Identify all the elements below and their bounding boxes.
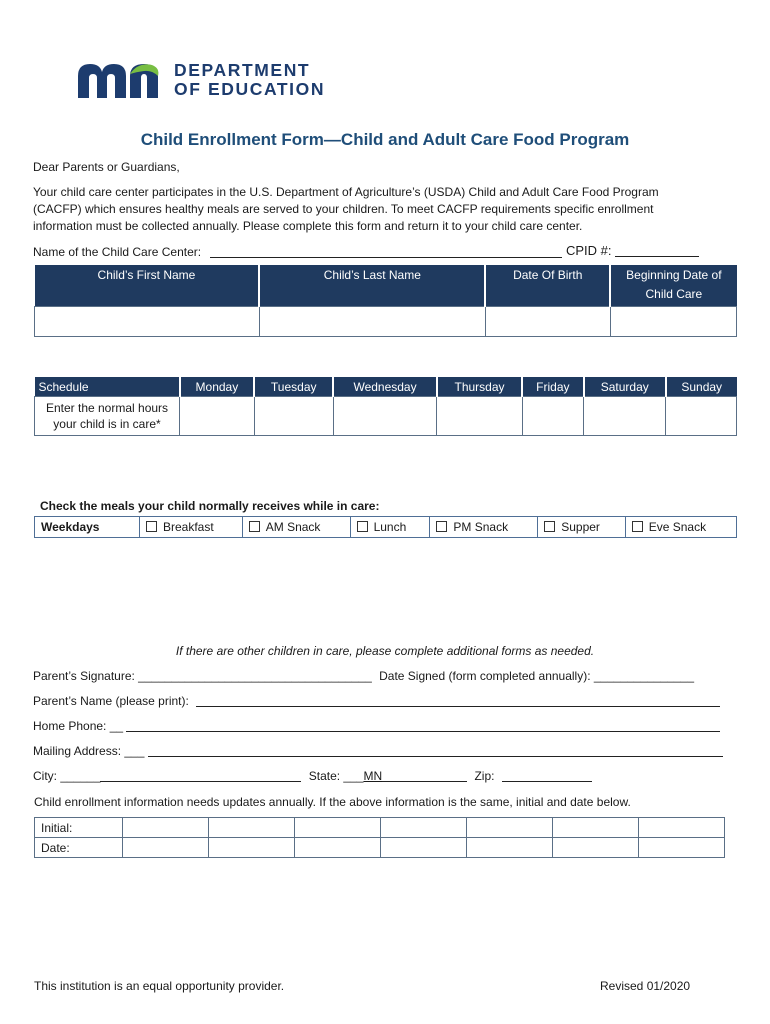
center-name-row bbox=[33, 244, 562, 260]
additional-forms-note: If there are other children in care, please complete additional forms as needed. bbox=[175, 644, 595, 658]
cpid-row bbox=[566, 243, 699, 259]
wednesday-hours-field[interactable] bbox=[333, 397, 437, 436]
meal-label: Lunch bbox=[373, 520, 407, 534]
saturday-hours-field[interactable] bbox=[584, 397, 666, 436]
initial-cell[interactable] bbox=[295, 818, 381, 838]
checkbox-icon[interactable] bbox=[436, 521, 447, 532]
signature-field[interactable]: Parent’s Signature: ___________________________________ bbox=[33, 669, 372, 683]
header-dob: Date Of Birth bbox=[485, 265, 610, 307]
initial-cell[interactable] bbox=[123, 818, 209, 838]
city-field[interactable] bbox=[100, 769, 301, 782]
sunday-hours-field[interactable] bbox=[666, 397, 737, 436]
thursday-hours-field[interactable] bbox=[437, 397, 522, 436]
initial-row bbox=[35, 818, 725, 838]
meal-option-supper[interactable] bbox=[538, 517, 625, 538]
intro-line: (CACFP) which ensures healthy meals are served to your children. To meet CACFP requirements specific enrollment bbox=[33, 202, 654, 216]
meal-label: Supper bbox=[561, 520, 600, 534]
meal-option-pm-snack[interactable] bbox=[430, 517, 538, 538]
parent-name-field[interactable] bbox=[196, 694, 720, 707]
mailing-address-field[interactable] bbox=[148, 744, 723, 757]
header-first-name: Child’s First Name bbox=[35, 265, 260, 307]
annual-update-note: Child enrollment information needs updates annually. If the above information is the same, initial and date below. bbox=[34, 795, 631, 809]
schedule-row bbox=[35, 397, 737, 436]
header-tuesday: Tuesday bbox=[254, 377, 333, 397]
state-field-underline bbox=[382, 769, 467, 782]
state-label: State: ___ bbox=[308, 769, 364, 783]
meals-label: Check the meals your child normally receives while in care: bbox=[40, 499, 380, 513]
header-saturday: Saturday bbox=[584, 377, 666, 397]
weekdays-label: Weekdays bbox=[35, 517, 140, 538]
last-name-field[interactable] bbox=[259, 307, 485, 337]
checkbox-icon[interactable] bbox=[249, 521, 260, 532]
child-table-header bbox=[35, 265, 737, 307]
annual-update-table bbox=[34, 817, 725, 858]
greeting: Dear Parents or Guardians, bbox=[33, 160, 180, 174]
header-schedule: Schedule bbox=[35, 377, 180, 397]
date-cell[interactable] bbox=[209, 838, 295, 858]
date-label: Date: bbox=[35, 838, 123, 858]
meal-label: PM Snack bbox=[453, 520, 509, 534]
initial-cell[interactable] bbox=[553, 818, 639, 838]
child-info-table bbox=[34, 265, 737, 337]
date-cell[interactable] bbox=[639, 838, 725, 858]
meal-label: Eve Snack bbox=[648, 520, 707, 534]
mde-logo bbox=[76, 60, 356, 104]
header-last-name: Child’s Last Name bbox=[259, 265, 485, 307]
schedule-table bbox=[34, 377, 737, 436]
center-name-label: Name of the Child Care Center: bbox=[33, 245, 202, 259]
initial-cell[interactable] bbox=[639, 818, 725, 838]
date-cell[interactable] bbox=[553, 838, 639, 858]
schedule-row-label: Enter the normal hours your child is in care* bbox=[35, 397, 180, 436]
date-cell[interactable] bbox=[381, 838, 467, 858]
date-cell[interactable] bbox=[467, 838, 553, 858]
parent-name-row bbox=[33, 693, 720, 709]
tuesday-hours-field[interactable] bbox=[254, 397, 333, 436]
header-friday: Friday bbox=[522, 377, 583, 397]
checkbox-icon[interactable] bbox=[544, 521, 555, 532]
form-title: Child Enrollment Form—Child and Adult Care Food Program bbox=[140, 130, 630, 149]
begin-date-field[interactable] bbox=[610, 307, 736, 337]
meal-option-lunch[interactable] bbox=[350, 517, 430, 538]
child-table-row bbox=[35, 307, 737, 337]
meals-row bbox=[35, 517, 737, 538]
header-sunday: Sunday bbox=[681, 379, 723, 394]
center-name-field[interactable] bbox=[210, 245, 562, 258]
home-phone-field[interactable] bbox=[126, 719, 720, 732]
header-monday: Monday bbox=[180, 377, 255, 397]
checkbox-icon[interactable] bbox=[146, 521, 157, 532]
mailing-address-label: Mailing Address: ___ bbox=[33, 744, 145, 758]
zip-field[interactable] bbox=[502, 769, 592, 782]
meal-option-am-snack[interactable] bbox=[242, 517, 350, 538]
logo-line-2: OF EDUCATION bbox=[174, 79, 326, 99]
home-phone-label: Home Phone: __ bbox=[33, 719, 124, 733]
parent-name-label: Parent’s Name (please print): bbox=[33, 694, 189, 708]
date-row bbox=[35, 838, 725, 858]
initial-cell[interactable] bbox=[467, 818, 553, 838]
city-label: City: ______ bbox=[33, 769, 101, 783]
home-phone-row bbox=[33, 718, 720, 734]
cpid-field[interactable] bbox=[615, 244, 699, 257]
initial-cell[interactable] bbox=[381, 818, 467, 838]
cpid-label: CPID #: bbox=[566, 243, 612, 258]
header-thursday: Thursday bbox=[437, 377, 522, 397]
revision-date: Revised 01/2020 bbox=[600, 979, 691, 993]
city-row bbox=[33, 768, 592, 784]
checkbox-icon[interactable] bbox=[632, 521, 643, 532]
signature-row bbox=[33, 668, 694, 684]
logo-line-1: DEPARTMENT bbox=[174, 60, 311, 80]
monday-hours-field[interactable] bbox=[180, 397, 255, 436]
meal-option-breakfast[interactable] bbox=[140, 517, 243, 538]
header-begin-date: Beginning Date of Child Care bbox=[626, 268, 722, 301]
equal-opportunity-statement: This institution is an equal opportunity provider. bbox=[34, 979, 285, 993]
mde-logo-mark bbox=[76, 60, 166, 104]
dob-field[interactable] bbox=[485, 307, 610, 337]
first-name-field[interactable] bbox=[35, 307, 260, 337]
header-wednesday: Wednesday bbox=[333, 377, 437, 397]
date-signed-field[interactable]: Date Signed (form completed annually): _______________ bbox=[379, 669, 694, 683]
initial-cell[interactable] bbox=[209, 818, 295, 838]
checkbox-icon[interactable] bbox=[357, 521, 368, 532]
meal-label: AM Snack bbox=[265, 520, 321, 534]
date-cell[interactable] bbox=[295, 838, 381, 858]
intro-paragraph bbox=[33, 184, 733, 235]
state-field[interactable]: MN bbox=[363, 769, 383, 783]
date-cell[interactable] bbox=[123, 838, 209, 858]
intro-line: information must be collected annually. Please complete this form and return it to your child care center. bbox=[33, 219, 583, 233]
friday-hours-field[interactable] bbox=[522, 397, 583, 436]
intro-line: Your child care center participates in the U.S. Department of Agriculture’s (USDA) Child and Adult Care Food Program bbox=[33, 185, 659, 199]
meals-table bbox=[34, 516, 737, 538]
zip-label: Zip: bbox=[474, 769, 495, 783]
mailing-address-row bbox=[33, 743, 723, 759]
initial-label: Initial: bbox=[35, 818, 123, 838]
schedule-header bbox=[35, 377, 737, 397]
meal-option-eve-snack[interactable] bbox=[625, 517, 736, 538]
meal-label: Breakfast bbox=[163, 520, 214, 534]
